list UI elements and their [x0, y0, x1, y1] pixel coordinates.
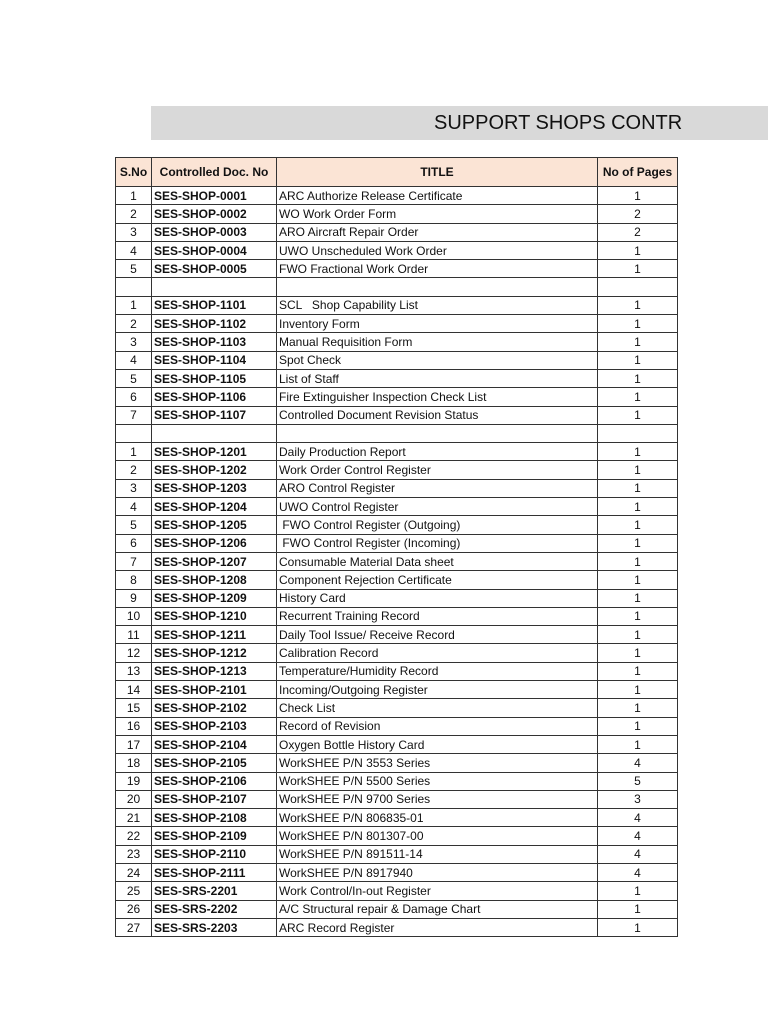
title-cell: FWO Fractional Work Order — [277, 260, 598, 278]
pages-cell: 1 — [598, 516, 678, 534]
table-row — [116, 571, 678, 589]
pages-cell: 1 — [598, 498, 678, 516]
empty-cell — [152, 424, 277, 442]
pages-cell: 1 — [598, 735, 678, 753]
title-cell: List of Staff — [277, 369, 598, 387]
sno-cell: 7 — [116, 552, 152, 570]
title-cell: UWO Unscheduled Work Order — [277, 241, 598, 259]
doc-no-cell: SES-SHOP-1202 — [152, 461, 277, 479]
doc-no-cell: SES-SHOP-1104 — [152, 351, 277, 369]
table-row — [116, 296, 678, 314]
title-cell: Daily Production Report — [277, 443, 598, 461]
doc-no-cell: SES-SHOP-2101 — [152, 681, 277, 699]
sno-cell: 24 — [116, 863, 152, 881]
pages-cell: 4 — [598, 827, 678, 845]
pages-cell: 1 — [598, 351, 678, 369]
doc-no-cell: SES-SHOP-2103 — [152, 717, 277, 735]
sno-cell: 22 — [116, 827, 152, 845]
pages-cell: 2 — [598, 223, 678, 241]
title-cell: WorkSHEE P/N 891511-14 — [277, 845, 598, 863]
title-cell: History Card — [277, 589, 598, 607]
pages-cell: 1 — [598, 699, 678, 717]
sno-cell: 4 — [116, 351, 152, 369]
doc-no-cell: SES-SHOP-1209 — [152, 589, 277, 607]
sno-cell: 2 — [116, 315, 152, 333]
doc-no-cell: SES-SHOP-0005 — [152, 260, 277, 278]
empty-cell — [598, 424, 678, 442]
title-cell: WorkSHEE P/N 3553 Series — [277, 754, 598, 772]
sno-cell: 5 — [116, 516, 152, 534]
title-cell: Manual Requisition Form — [277, 333, 598, 351]
pages-cell: 1 — [598, 443, 678, 461]
pages-cell: 3 — [598, 790, 678, 808]
pages-cell: 1 — [598, 461, 678, 479]
title-cell: Incoming/Outgoing Register — [277, 681, 598, 699]
sno-cell: 15 — [116, 699, 152, 717]
table-row — [116, 827, 678, 845]
pages-cell: 1 — [598, 900, 678, 918]
pages-cell: 4 — [598, 754, 678, 772]
doc-no-cell: SES-SHOP-2106 — [152, 772, 277, 790]
sno-cell: 5 — [116, 369, 152, 387]
table-row — [116, 443, 678, 461]
sno-cell: 9 — [116, 589, 152, 607]
table-row — [116, 479, 678, 497]
sno-cell: 19 — [116, 772, 152, 790]
doc-no-cell: SES-SHOP-1201 — [152, 443, 277, 461]
empty-cell — [116, 424, 152, 442]
document-table — [115, 157, 678, 937]
sno-cell: 8 — [116, 571, 152, 589]
title-cell: Work Order Control Register — [277, 461, 598, 479]
title-cell: Spot Check — [277, 351, 598, 369]
table-row — [116, 918, 678, 936]
table-body — [116, 187, 678, 937]
sno-cell: 2 — [116, 205, 152, 223]
pages-cell: 1 — [598, 333, 678, 351]
pages-cell: 1 — [598, 187, 678, 205]
sno-cell: 6 — [116, 388, 152, 406]
sno-cell: 14 — [116, 681, 152, 699]
table-row — [116, 809, 678, 827]
title-cell: WO Work Order Form — [277, 205, 598, 223]
sno-cell: 25 — [116, 882, 152, 900]
title-cell: Controlled Document Revision Status — [277, 406, 598, 424]
doc-no-cell: SES-SHOP-1205 — [152, 516, 277, 534]
sno-cell: 11 — [116, 626, 152, 644]
title-cell: UWO Control Register — [277, 498, 598, 516]
title-bar — [151, 106, 768, 140]
spacer-row — [116, 278, 678, 296]
table-row — [116, 882, 678, 900]
title-cell: Record of Revision — [277, 717, 598, 735]
title-cell: WorkSHEE P/N 9700 Series — [277, 790, 598, 808]
title-cell: ARO Aircraft Repair Order — [277, 223, 598, 241]
title-cell: Consumable Material Data sheet — [277, 552, 598, 570]
table-row — [116, 260, 678, 278]
pages-cell: 1 — [598, 296, 678, 314]
title-cell: Daily Tool Issue/ Receive Record — [277, 626, 598, 644]
sno-cell: 13 — [116, 662, 152, 680]
pages-cell: 1 — [598, 315, 678, 333]
doc-no-cell: SES-SHOP-1203 — [152, 479, 277, 497]
doc-no-cell: SES-SHOP-2108 — [152, 809, 277, 827]
sno-cell: 10 — [116, 607, 152, 625]
pages-cell: 1 — [598, 717, 678, 735]
sno-cell: 21 — [116, 809, 152, 827]
title-cell: WorkSHEE P/N 8917940 — [277, 863, 598, 881]
title-cell: FWO Control Register (Incoming) — [277, 534, 598, 552]
table-row — [116, 369, 678, 387]
header-title: TITLE — [277, 158, 598, 187]
table-header-row — [116, 158, 678, 187]
empty-cell — [277, 424, 598, 442]
sno-cell: 1 — [116, 443, 152, 461]
doc-no-cell: SES-SHOP-2104 — [152, 735, 277, 753]
title-cell: A/C Structural repair & Damage Chart — [277, 900, 598, 918]
sno-cell: 5 — [116, 260, 152, 278]
table-row — [116, 223, 678, 241]
table-row — [116, 644, 678, 662]
table-row — [116, 461, 678, 479]
title-cell: Work Control/In-out Register — [277, 882, 598, 900]
doc-no-cell: SES-SRS-2202 — [152, 900, 277, 918]
doc-no-cell: SES-SHOP-1105 — [152, 369, 277, 387]
title-cell: FWO Control Register (Outgoing) — [277, 516, 598, 534]
doc-no-cell: SES-SHOP-1103 — [152, 333, 277, 351]
table-row — [116, 681, 678, 699]
table-row — [116, 754, 678, 772]
title-cell: ARC Record Register — [277, 918, 598, 936]
title-cell: Temperature/Humidity Record — [277, 662, 598, 680]
title-cell: Oxygen Bottle History Card — [277, 735, 598, 753]
title-cell: SCL Shop Capability List — [277, 296, 598, 314]
doc-no-cell: SES-SHOP-1102 — [152, 315, 277, 333]
title-cell: Recurrent Training Record — [277, 607, 598, 625]
sno-cell: 7 — [116, 406, 152, 424]
doc-no-cell: SES-SHOP-1211 — [152, 626, 277, 644]
table-row — [116, 516, 678, 534]
title-cell: ARO Control Register — [277, 479, 598, 497]
table-row — [116, 790, 678, 808]
table-row — [116, 589, 678, 607]
table-row — [116, 406, 678, 424]
pages-cell: 1 — [598, 626, 678, 644]
spacer-row — [116, 424, 678, 442]
table-row — [116, 845, 678, 863]
empty-cell — [116, 278, 152, 296]
sno-cell: 26 — [116, 900, 152, 918]
table-row — [116, 662, 678, 680]
header-sno: S.No — [116, 158, 152, 187]
table-row — [116, 717, 678, 735]
pages-cell: 1 — [598, 662, 678, 680]
doc-no-cell: SES-SHOP-1107 — [152, 406, 277, 424]
pages-cell: 1 — [598, 607, 678, 625]
pages-cell: 1 — [598, 241, 678, 259]
table-row — [116, 552, 678, 570]
sno-cell: 12 — [116, 644, 152, 662]
empty-cell — [598, 278, 678, 296]
pages-cell: 5 — [598, 772, 678, 790]
doc-no-cell: SES-SHOP-2107 — [152, 790, 277, 808]
table-row — [116, 351, 678, 369]
title-cell: Inventory Form — [277, 315, 598, 333]
table-row — [116, 863, 678, 881]
doc-no-cell: SES-SRS-2201 — [152, 882, 277, 900]
doc-no-cell: SES-SHOP-0004 — [152, 241, 277, 259]
pages-cell: 4 — [598, 845, 678, 863]
header-doc-no: Controlled Doc. No — [152, 158, 277, 187]
empty-cell — [152, 278, 277, 296]
title-cell: Component Rejection Certificate — [277, 571, 598, 589]
table-row — [116, 187, 678, 205]
table-row — [116, 626, 678, 644]
sno-cell: 17 — [116, 735, 152, 753]
pages-cell: 2 — [598, 205, 678, 223]
pages-cell: 1 — [598, 644, 678, 662]
sno-cell: 3 — [116, 479, 152, 497]
page-title: SUPPORT SHOPS CONTR — [434, 112, 683, 134]
pages-cell: 4 — [598, 863, 678, 881]
doc-no-cell: SES-SHOP-1212 — [152, 644, 277, 662]
doc-no-cell: SES-SHOP-1210 — [152, 607, 277, 625]
doc-no-cell: SES-SHOP-0003 — [152, 223, 277, 241]
table-row — [116, 699, 678, 717]
title-cell: Calibration Record — [277, 644, 598, 662]
table-row — [116, 607, 678, 625]
doc-no-cell: SES-SRS-2203 — [152, 918, 277, 936]
sno-cell: 3 — [116, 333, 152, 351]
pages-cell: 1 — [598, 534, 678, 552]
pages-cell: 1 — [598, 369, 678, 387]
table-row — [116, 205, 678, 223]
table-row — [116, 900, 678, 918]
pages-cell: 1 — [598, 388, 678, 406]
table-row — [116, 772, 678, 790]
sno-cell: 27 — [116, 918, 152, 936]
doc-no-cell: SES-SHOP-1208 — [152, 571, 277, 589]
title-cell: WorkSHEE P/N 801307-00 — [277, 827, 598, 845]
sno-cell: 16 — [116, 717, 152, 735]
title-cell: Check List — [277, 699, 598, 717]
pages-cell: 1 — [598, 479, 678, 497]
pages-cell: 1 — [598, 260, 678, 278]
sno-cell: 4 — [116, 498, 152, 516]
doc-no-cell: SES-SHOP-0001 — [152, 187, 277, 205]
pages-cell: 1 — [598, 681, 678, 699]
sno-cell: 2 — [116, 461, 152, 479]
table-row — [116, 241, 678, 259]
doc-no-cell: SES-SHOP-2105 — [152, 754, 277, 772]
sno-cell: 1 — [116, 296, 152, 314]
pages-cell: 1 — [598, 406, 678, 424]
doc-no-cell: SES-SHOP-1106 — [152, 388, 277, 406]
doc-no-cell: SES-SHOP-2109 — [152, 827, 277, 845]
doc-no-cell: SES-SHOP-1101 — [152, 296, 277, 314]
table-row — [116, 534, 678, 552]
sno-cell: 6 — [116, 534, 152, 552]
pages-cell: 1 — [598, 589, 678, 607]
sno-cell: 18 — [116, 754, 152, 772]
sno-cell: 3 — [116, 223, 152, 241]
pages-cell: 4 — [598, 809, 678, 827]
pages-cell: 1 — [598, 882, 678, 900]
doc-no-cell: SES-SHOP-2111 — [152, 863, 277, 881]
header-pages: No of Pages — [598, 158, 678, 187]
doc-no-cell: SES-SHOP-1204 — [152, 498, 277, 516]
doc-no-cell: SES-SHOP-1206 — [152, 534, 277, 552]
title-cell: WorkSHEE P/N 5500 Series — [277, 772, 598, 790]
sno-cell: 23 — [116, 845, 152, 863]
doc-no-cell: SES-SHOP-2110 — [152, 845, 277, 863]
doc-no-cell: SES-SHOP-2102 — [152, 699, 277, 717]
table-row — [116, 735, 678, 753]
sno-cell: 1 — [116, 187, 152, 205]
title-cell: Fire Extinguisher Inspection Check List — [277, 388, 598, 406]
sno-cell: 4 — [116, 241, 152, 259]
doc-no-cell: SES-SHOP-1207 — [152, 552, 277, 570]
table-row — [116, 498, 678, 516]
pages-cell: 1 — [598, 918, 678, 936]
empty-cell — [277, 278, 598, 296]
doc-no-cell: SES-SHOP-1213 — [152, 662, 277, 680]
table-row — [116, 333, 678, 351]
pages-cell: 1 — [598, 552, 678, 570]
title-cell: ARC Authorize Release Certificate — [277, 187, 598, 205]
sno-cell: 20 — [116, 790, 152, 808]
pages-cell: 1 — [598, 571, 678, 589]
doc-no-cell: SES-SHOP-0002 — [152, 205, 277, 223]
table-row — [116, 388, 678, 406]
table-row — [116, 315, 678, 333]
title-cell: WorkSHEE P/N 806835-01 — [277, 809, 598, 827]
